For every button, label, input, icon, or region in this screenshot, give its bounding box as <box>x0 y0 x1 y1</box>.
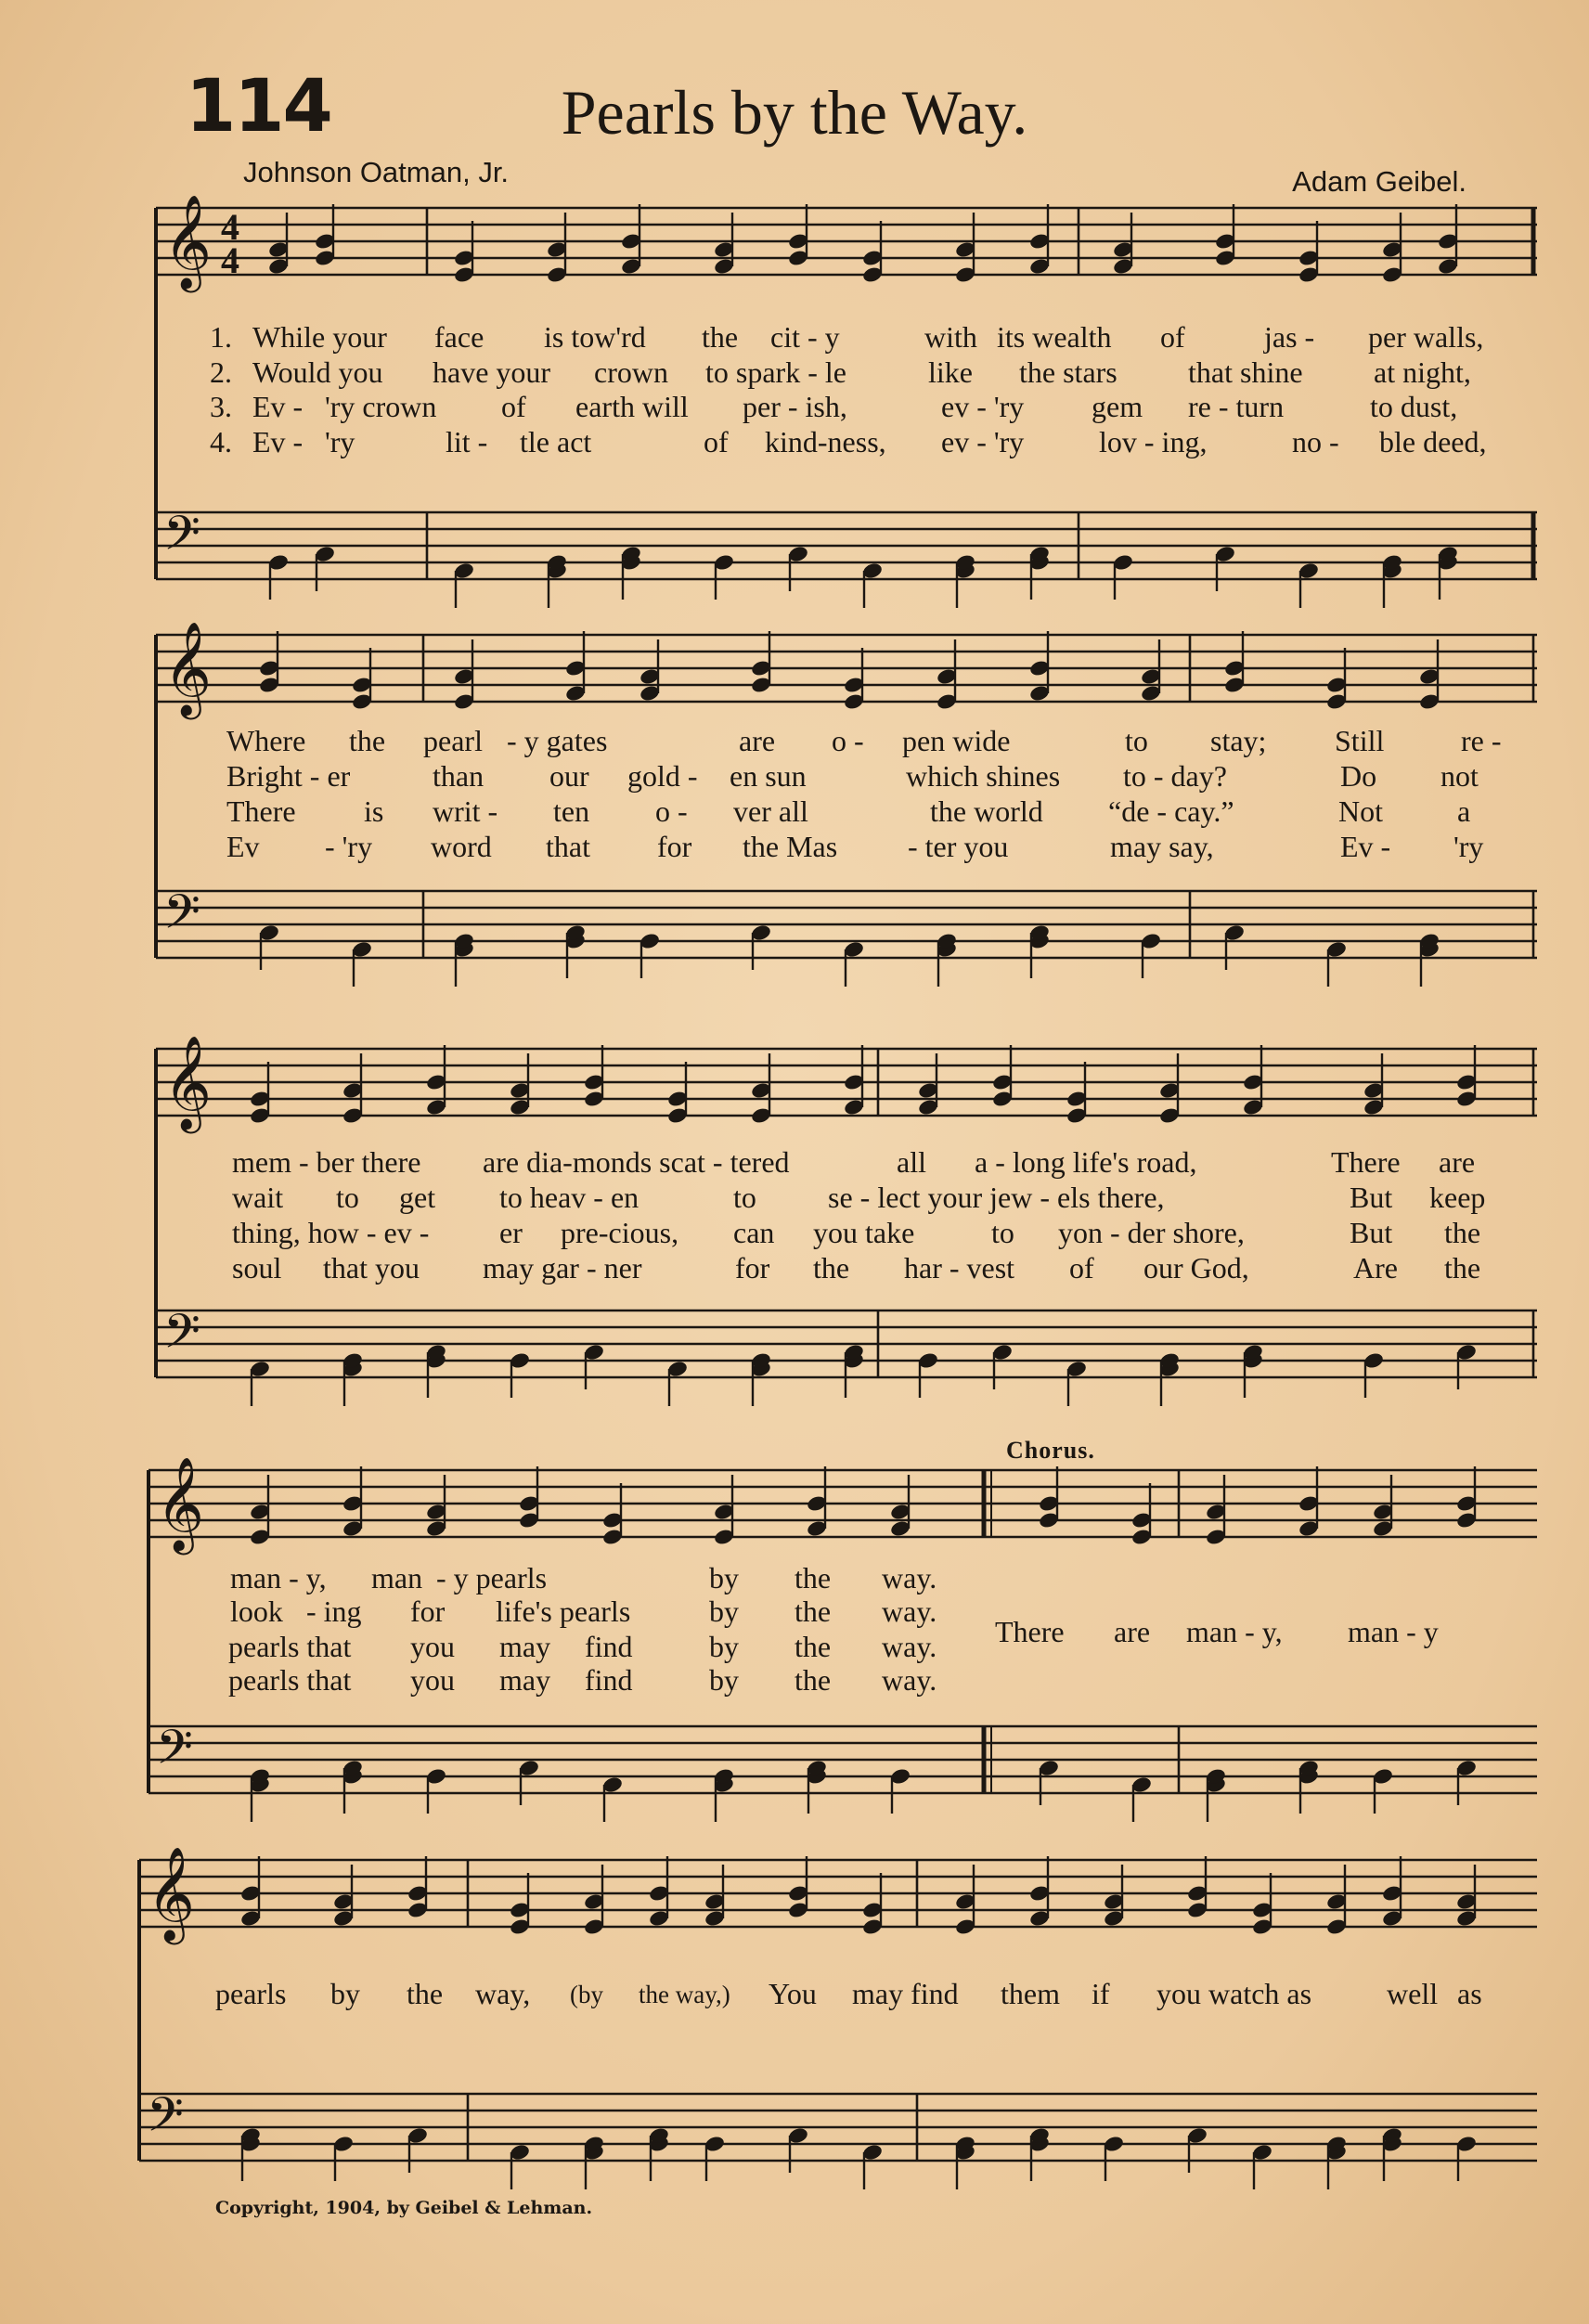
svg-text:𝄢: 𝄢 <box>156 1719 193 1787</box>
system-1-verse-1: 1. While your face is tow'rd the cit - y with its wealth of jas - per walls, <box>210 320 1484 354</box>
system-3-verse-3: thing, how - ev - er pre-cious, can you take to yon - der shore, But the <box>232 1216 1481 1249</box>
svg-text:𝄞: 𝄞 <box>163 620 213 716</box>
system-4-verse-1: man - y, man - y pearls by the way. <box>230 1561 937 1595</box>
system-5-notes <box>239 1856 1478 2189</box>
system-4-verse-3: pearls that you may find by the way. <box>228 1630 937 1663</box>
svg-text:𝄞: 𝄞 <box>163 1034 213 1130</box>
system-3-verse-4: soul that you may gar - ner for the har - vest of our God, Are the <box>232 1251 1481 1285</box>
system-4-verse-4: pearls that you may find by the way. <box>228 1663 937 1697</box>
svg-text:𝄢: 𝄢 <box>163 505 200 573</box>
system-3-verse-2: wait to get to heav - en to se - lect your jew - els there, But keep <box>232 1181 1486 1214</box>
copyright-notice: Copyright, 1904, by Geibel & Lehman. <box>215 2198 593 2218</box>
system-4-verse-2: look - ing for life's pearls by the way. <box>230 1595 937 1628</box>
system-2-verse-1: Where the pearl - y gates are o - pen wide to stay; Still re - <box>226 724 1502 757</box>
chorus-label: Chorus. <box>1006 1437 1095 1464</box>
composer-credit: Adam Geibel. <box>1292 165 1466 198</box>
system-1-verse-2: 2. Would you have your crown to spark - le like the stars that shine at night, <box>210 355 1471 389</box>
hymnal-page: 114 Pearls by the Way. Johnson Oatman, Jr. Adam Geibel. 𝄞 𝄢 4 4 1. While your face is tow'rd the cit - y with its wealth of jas - per walls, 2. Would you have your crown to spark - le like the stars that shine at night, 3. Ev - 'ry crown of earth will per - ish, ev - 'ry gem re - turn to dust, 4. Ev - 'ry lit - tle act of kind-ness, ev - 'ry lov - ing, no - ble deed, 𝄞 𝄢 Where the pearl - y gates are o - pen wide to stay; Still re - Bright - er than our gold - en sun which shines to - day? Do not There is writ - ten o - ver all the world “de - cay.” Not a Ev - 'ry word that for the Mas - ter you may say, Ev - 'ry 𝄞 𝄢 mem - ber there are dia-monds scat - tered all a - long life's road, There are wait to get to heav - en to se - lect your jew - els there, But keep thing, how - ev - er pre-cious, can you take to yon - der shore, But the soul that you may gar - ner for the har - vest of our God, Are the Chorus. 𝄞 𝄢 man - y, man - y pearls by the way. look - ing for life's pearls by the way. pearls that you may find by the way. pearls that you may find by the way. There are man - y, man - y 𝄞 𝄢 pearls by the way, (by the way,) You may find them if you watch as well as Copyright, 1904, by Geibel & Lehman. <box>0 0 1589 2324</box>
system-3-verse-1: mem - ber there are dia-monds scat - tered all a - long life's road, There are <box>232 1145 1476 1179</box>
svg-text:𝄢: 𝄢 <box>163 1303 200 1371</box>
system-2-verse-4: Ev - 'ry word that for the Mas - ter you may say, Ev - 'ry <box>226 830 1484 863</box>
system-5-staves <box>0 1838 1589 2209</box>
svg-text:𝄞: 𝄞 <box>163 193 213 289</box>
system-2-verse-3: There is writ - ten o - ver all the world “de - cay.” Not a <box>226 794 1471 828</box>
time-signature-top: 4 <box>221 206 239 248</box>
system-1-verse-4: 4. Ev - 'ry lit - tle act of kind-ness, ev - 'ry lov - ing, no - ble deed, <box>210 425 1487 458</box>
lyricist-credit: Johnson Oatman, Jr. <box>243 156 510 188</box>
svg-text:𝄢: 𝄢 <box>163 884 200 951</box>
hymn-number: 114 <box>186 65 331 148</box>
hymn-title: Pearls by the Way. <box>561 77 1028 148</box>
system-1-verse-3: 3. Ev - 'ry crown of earth will per - ish, ev - 'ry gem re - turn to dust, <box>210 390 1458 423</box>
time-signature-bottom: 4 <box>221 239 239 281</box>
system-5-verse-1: pearls by the way, (by the way,) You may find them if you watch as well as <box>215 1977 1482 2010</box>
system-2-verse-2: Bright - er than our gold - en sun which shines to - day? Do not <box>226 759 1479 793</box>
svg-text:𝄢: 𝄢 <box>147 2086 184 2154</box>
svg-text:𝄞: 𝄞 <box>147 1845 196 1941</box>
svg-text:𝄞: 𝄞 <box>156 1455 205 1551</box>
